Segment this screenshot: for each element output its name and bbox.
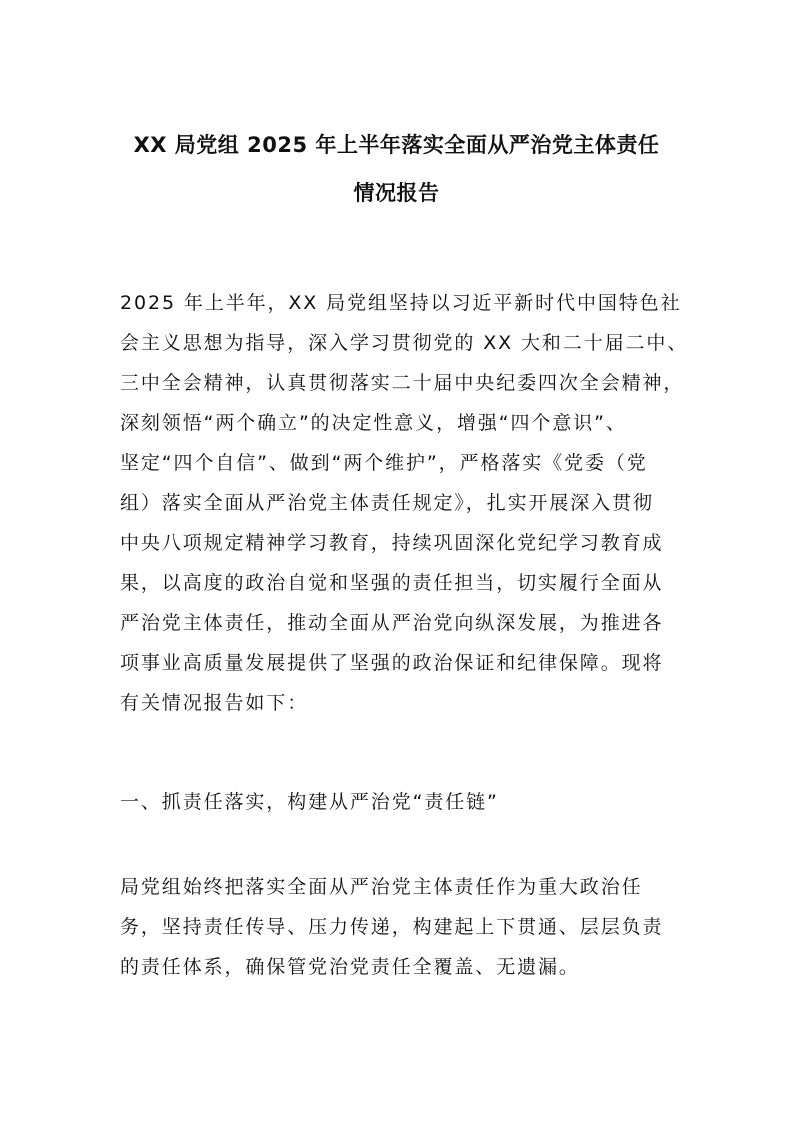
paragraph-line: 项事业高质量发展提供了坚强的政治保证和纪律保障。现将	[120, 652, 664, 674]
paragraph-line: 果，以高度的政治自觉和坚强的责任担当，切实履行全面从	[120, 572, 664, 594]
document-title-line-2: 情况报告	[353, 181, 440, 205]
document-title-line-1: XX 局党组 2025 年上半年落实全面从严治党主体责任	[133, 133, 660, 157]
paragraph-line: 会主义思想为指导，深入学习贯彻党的 XX 大和二十届二中、	[120, 332, 689, 354]
paragraph-line: 严治党主体责任，推动全面从严治党向纵深发展，为推进各	[120, 612, 664, 634]
paragraph-line: 组）落实全面从严治党主体责任规定》，扎实开展深入贯彻	[120, 492, 654, 514]
intro-paragraph	[120, 287, 689, 727]
paragraph-line: 务，坚持责任传导、压力传递，构建起上下贯通、层层负责	[120, 916, 664, 938]
section-heading-text: 一、抓责任落实，构建从严治党“责任链”	[120, 791, 499, 813]
paragraph-line: 有关情况报告如下：	[120, 692, 309, 714]
section-1-paragraph	[120, 871, 680, 991]
section-heading	[120, 786, 680, 826]
paragraph-line: 的责任体系，确保管党治党责任全覆盖、无遗漏。	[120, 956, 580, 978]
paragraph-line: 2025 年上半年，XX 局党组坚持以习近平新时代中国特色社	[120, 292, 682, 314]
paragraph-line: 局党组始终把落实全面从严治党主体责任作为重大政治任	[120, 876, 643, 898]
paragraph-line: 坚定“四个自信”、做到“两个维护”，严格落实《党委（党	[120, 452, 648, 474]
paragraph-line: 三中全会精神，认真贯彻落实二十届中央纪委四次全会精神，	[120, 372, 685, 394]
paragraph-line: 中央八项规定精神学习教育，持续巩固深化党纪学习教育成	[120, 532, 664, 554]
paragraph-line: 深刻领悟“两个确立”的决定性意义，增强“四个意识”、	[120, 412, 627, 434]
